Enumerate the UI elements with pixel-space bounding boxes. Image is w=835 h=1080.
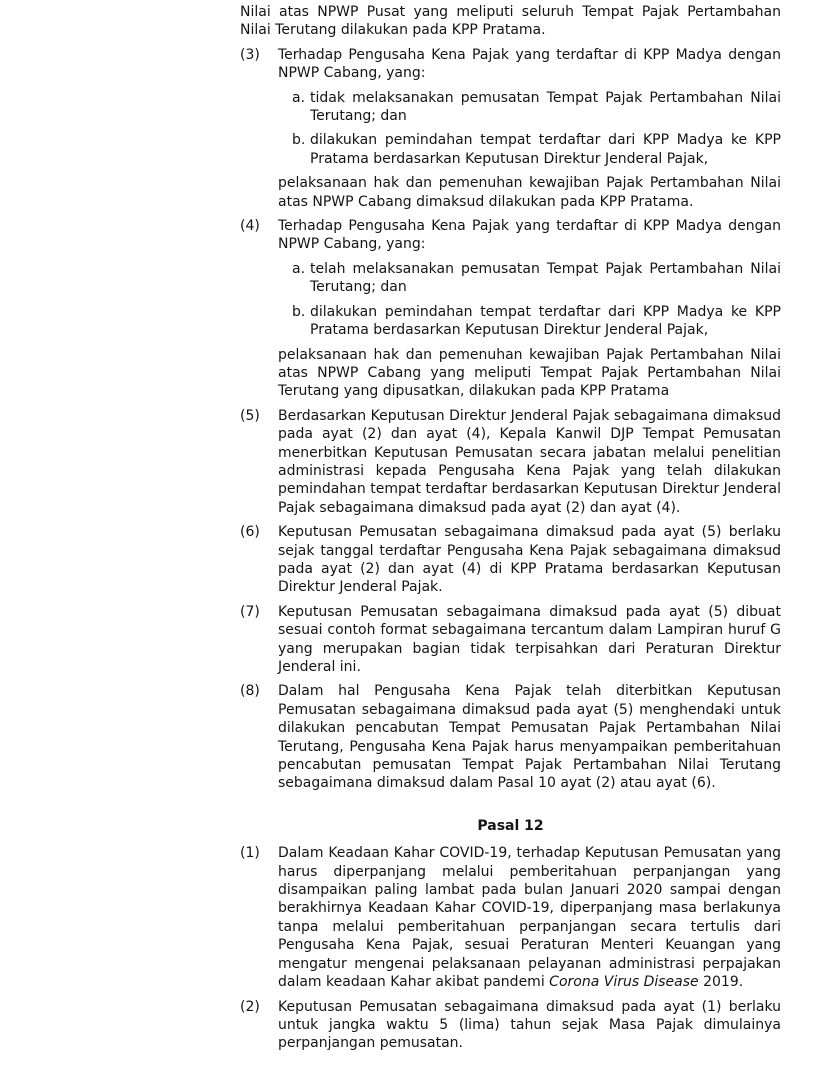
sub-item-text: dilakukan pemindahan tempat terdaftar dari KPP Madya ke KPP Pratama berdasarkan Keputusan Direktur Jenderal Pajak, — [310, 303, 781, 339]
item-number: (5) — [240, 407, 260, 424]
item-number: (6) — [240, 524, 260, 541]
item-intro: Terhadap Pengusaha Kena Pajak yang terdaftar di KPP Madya dengan NPWP Cabang, yang: — [278, 46, 781, 82]
sub-item-label: a. — [292, 260, 306, 277]
sub-item-b — [292, 303, 781, 340]
item-number: (2) — [240, 998, 260, 1015]
item-text: Keputusan Pemusatan sebagaimana dimaksud pada ayat (5) berlaku sejak tanggal terdaftar Pengusaha Kena Pajak sebagaimana dimaksud pada ayat (2) dan ayat (4) di KPP Pratama berdasarkan Keputusan Direktur Jenderal Pajak. — [278, 524, 781, 596]
list-item-7 — [240, 603, 781, 677]
item-closing: pelaksanaan hak dan pemenuhan kewajiban Pajak Pertambahan Nilai atas NPWP Cabang yang meliputi Tempat Pajak Pertambahan Nilai Terutang yang dipusatkan, dilakukan pada KPP Pratama — [278, 346, 781, 400]
item-body — [278, 407, 781, 517]
item-text — [278, 844, 781, 991]
item-text-end: 2019. — [698, 974, 744, 991]
item-text-start: Dalam Keadaan Kahar COVID-19, terhadap Keputusan Pemusatan yang harus diperpanjang melalui pemberitahuan perpanjangan yang disampaikan paling lambat pada bulan Januari 2020 sampai dengan berakhirnya Keadaan Kahar COVID-19, diperpanjang masa berlakunya tanpa melalui pemberitahuan perpanjangan secara tertulis dari Pengusaha Kena Pajak, sesuai Peraturan Menteri Keuangan yang mengatur mengenai pelaksanaan pelayanan administrasi perpajakan dalam keadaan Kahar akibat pandemi — [278, 845, 781, 991]
sub-item-b — [292, 131, 781, 168]
sub-item-label: a. — [292, 89, 306, 106]
item-number: (7) — [240, 603, 260, 620]
sub-item-label: b. — [292, 303, 306, 320]
sub-item-a — [292, 89, 781, 126]
list-item-8 — [240, 682, 781, 792]
item-number: (8) — [240, 683, 260, 700]
item-text-italic: Corona Virus Disease — [549, 974, 699, 991]
item-text: Keputusan Pemusatan sebagaimana dimaksud pada ayat (5) dibuat sesuai contoh format sebagaimana tercantum dalam Lampiran huruf G yang merupakan bagian tidak terpisahkan dari Peraturan Direktur Jenderal ini. — [278, 603, 781, 675]
item-number: (1) — [240, 845, 260, 862]
item-body — [278, 682, 781, 792]
list-item-5 — [240, 407, 781, 517]
item-text: Dalam hal Pengusaha Kena Pajak telah diterbitkan Keputusan Pemusatan sebagaimana dimaksud pada ayat (5) menghendaki untuk dilakukan pencabutan Tempat Pemusatan Pajak Pertambahan Nilai Terutang, Pengusaha Kena Pajak harus menyampaikan pemberitahuan pencabutan pemusatan Tempat Pajak Pertambahan Nilai Terutang sebagaimana dimaksud dalam Pasal 10 ayat (2) atau ayat (6). — [278, 683, 781, 792]
section-heading: Pasal 12 — [477, 817, 544, 834]
list-item-p12-1 — [240, 844, 781, 991]
sub-item-text: telah melaksanakan pemusatan Tempat Pajak Pertambahan Nilai Terutang; dan — [310, 260, 781, 296]
text-column — [240, 3, 781, 1053]
item-body — [278, 603, 781, 677]
list-item-p12-2 — [240, 998, 781, 1053]
item-number: (3) — [240, 46, 260, 63]
continuation-paragraph: Nilai atas NPWP Pusat yang meliputi seluruh Tempat Pajak Pertambahan Nilai Terutang dilakukan pada KPP Pratama. — [240, 4, 781, 39]
item-text: Keputusan Pemusatan sebagaimana dimaksud pada ayat (1) berlaku untuk jangka waktu 5 (lima) tahun sejak Masa Pajak dimulainya perpanjangan pemusatan. — [278, 998, 781, 1052]
item-body — [278, 523, 781, 597]
item-body — [278, 844, 781, 991]
list-item-4 — [240, 217, 781, 401]
item-body — [278, 217, 781, 401]
sub-item-a — [292, 260, 781, 297]
item-text: Berdasarkan Keputusan Direktur Jenderal Pajak sebagaimana dimaksud pada ayat (2) dan ayat (4), Kepala Kanwil DJP Tempat Pemusatan menerbitkan Keputusan Pemusatan secara jabatan melalui penelitian administrasi kepada Pengusaha Kena Pajak yang telah dilakukan pemindahan tempat terdaftar berdasarkan Keputusan Direktur Jenderal Pajak sebagaimana dimaksud pada ayat (2) dan ayat (4). — [278, 407, 781, 516]
sub-item-text: tidak melaksanakan pemusatan Tempat Pajak Pertambahan Nilai Terutang; dan — [310, 89, 781, 125]
sub-item-text: dilakukan pemindahan tempat terdaftar dari KPP Madya ke KPP Pratama berdasarkan Keputusan Direktur Jenderal Pajak, — [310, 132, 781, 167]
sub-item-label: b. — [292, 132, 306, 149]
list-item-3 — [240, 46, 781, 211]
item-body — [278, 998, 781, 1053]
item-number: (4) — [240, 218, 260, 235]
list-item-6 — [240, 523, 781, 597]
item-body — [278, 46, 781, 211]
item-closing: pelaksanaan hak dan pemenuhan kewajiban Pajak Pertambahan Nilai atas NPWP Cabang dimaksud dilakukan pada KPP Pratama. — [278, 175, 781, 210]
item-intro: Terhadap Pengusaha Kena Pajak yang terdaftar di KPP Madya dengan NPWP Cabang, yang: — [278, 218, 781, 253]
